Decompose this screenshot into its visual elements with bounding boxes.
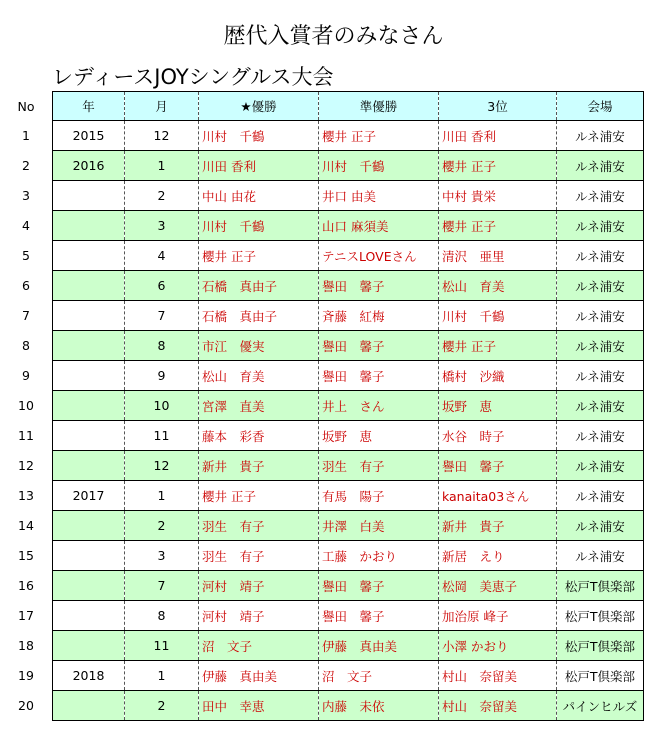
row-month: 2 (125, 691, 199, 721)
row-venue: ルネ浦安 (557, 511, 644, 541)
row-number: 6 (22, 278, 30, 293)
row-venue: 松戸T倶楽部 (557, 571, 644, 601)
row-winner: 石橋 真由子 (199, 301, 319, 331)
row-runner-up: 羽生 有子 (319, 451, 439, 481)
table-row (0, 691, 644, 721)
row-year (53, 241, 125, 271)
table-row (0, 271, 644, 301)
row-venue: ルネ浦安 (557, 331, 644, 361)
row-winner: 松山 育美 (199, 361, 319, 391)
row-year (53, 691, 125, 721)
row-runner-up: テニスLOVEさん (319, 241, 439, 271)
row-third: 坂野 恵 (439, 391, 557, 421)
row-winner: 河村 靖子 (199, 571, 319, 601)
row-year (53, 511, 125, 541)
row-month: 6 (125, 271, 199, 301)
row-number: 18 (18, 638, 34, 653)
row-winner: 羽生 有子 (199, 541, 319, 571)
row-third: 松山 育美 (439, 271, 557, 301)
row-year: 2016 (53, 151, 125, 181)
row-number: 9 (22, 368, 30, 383)
row-venue: ルネ浦安 (557, 541, 644, 571)
row-third: 新井 貴子 (439, 511, 557, 541)
row-number: 4 (22, 218, 30, 233)
row-year (53, 271, 125, 301)
table-row (0, 571, 644, 601)
table-row (0, 121, 644, 151)
row-number: 1 (22, 128, 30, 143)
table-row (0, 631, 644, 661)
row-runner-up: 内藤 未依 (319, 691, 439, 721)
row-winner: 川田 香利 (199, 151, 319, 181)
row-runner-up: 譽田 馨子 (319, 271, 439, 301)
row-third: 村山 奈留美 (439, 691, 557, 721)
row-winner: 羽生 有子 (199, 511, 319, 541)
row-winner: 田中 幸恵 (199, 691, 319, 721)
row-month: 9 (125, 361, 199, 391)
row-number: 10 (18, 398, 34, 413)
row-month: 7 (125, 301, 199, 331)
table-row (0, 541, 644, 571)
row-winner: 川村 千鶴 (199, 211, 319, 241)
header-no: No (0, 92, 53, 121)
row-third: 中村 貴栄 (439, 181, 557, 211)
table-row (0, 391, 644, 421)
row-winner: 中山 由花 (199, 181, 319, 211)
row-venue: パインヒルズ (557, 691, 644, 721)
row-runner-up: 井上 さん (319, 391, 439, 421)
winners-table (0, 91, 644, 721)
row-third: 櫻井 正子 (439, 331, 557, 361)
row-year (53, 301, 125, 331)
row-year (53, 331, 125, 361)
row-runner-up: 坂野 恵 (319, 421, 439, 451)
row-runner-up: 山口 麻須美 (319, 211, 439, 241)
row-month: 12 (125, 121, 199, 151)
row-winner: 市江 優実 (199, 331, 319, 361)
row-number: 8 (22, 338, 30, 353)
row-venue: ルネ浦安 (557, 181, 644, 211)
header-venue: 会場 (557, 92, 644, 121)
row-runner-up: 斉藤 紅梅 (319, 301, 439, 331)
row-month: 11 (125, 631, 199, 661)
row-year: 2018 (53, 661, 125, 691)
row-year (53, 391, 125, 421)
row-runner-up: 沼 文子 (319, 661, 439, 691)
row-number: 2 (22, 158, 30, 173)
table-body (0, 121, 644, 721)
row-runner-up: 井澤 白美 (319, 511, 439, 541)
row-venue: ルネ浦安 (557, 151, 644, 181)
header-third: 3位 (439, 92, 557, 121)
row-year (53, 421, 125, 451)
row-month: 10 (125, 391, 199, 421)
row-number: 11 (18, 428, 34, 443)
row-year (53, 451, 125, 481)
row-month: 2 (125, 511, 199, 541)
row-number: 12 (18, 458, 34, 473)
row-venue: ルネ浦安 (557, 481, 644, 511)
row-winner: 宮澤 直美 (199, 391, 319, 421)
row-winner: 石橋 真由子 (199, 271, 319, 301)
row-third: 櫻井 正子 (439, 151, 557, 181)
row-year: 2017 (53, 481, 125, 511)
row-third: 加治原 峰子 (439, 601, 557, 631)
row-year (53, 181, 125, 211)
table-row (0, 181, 644, 211)
row-year (53, 601, 125, 631)
row-third: 新居 えり (439, 541, 557, 571)
row-runner-up: 譽田 馨子 (319, 361, 439, 391)
row-third: 水谷 時子 (439, 421, 557, 451)
row-runner-up: 譽田 馨子 (319, 331, 439, 361)
row-number: 20 (18, 698, 34, 713)
row-number: 5 (22, 248, 30, 263)
row-third: 村山 奈留美 (439, 661, 557, 691)
row-runner-up: 工藤 かおり (319, 541, 439, 571)
row-winner: 新井 貴子 (199, 451, 319, 481)
row-month: 1 (125, 151, 199, 181)
row-venue: ルネ浦安 (557, 211, 644, 241)
row-year (53, 631, 125, 661)
row-month: 1 (125, 481, 199, 511)
row-third: 清沢 亜里 (439, 241, 557, 271)
table-row (0, 331, 644, 361)
row-month: 7 (125, 571, 199, 601)
table-row (0, 151, 644, 181)
header-winner: ★優勝 (199, 92, 319, 121)
row-year (53, 211, 125, 241)
row-venue: 松戸T倶楽部 (557, 601, 644, 631)
row-number: 19 (18, 668, 34, 683)
row-winner: 藤本 彩香 (199, 421, 319, 451)
tournament-name: レディースJOYシングルス大会 (52, 65, 334, 89)
row-month: 8 (125, 331, 199, 361)
row-venue: ルネ浦安 (557, 361, 644, 391)
row-third: 小澤 かおり (439, 631, 557, 661)
row-venue: 松戸T倶楽部 (557, 631, 644, 661)
header-runner-up: 準優勝 (319, 92, 439, 121)
row-winner: 川村 千鶴 (199, 121, 319, 151)
row-runner-up: 井口 由美 (319, 181, 439, 211)
row-winner: 伊藤 真由美 (199, 661, 319, 691)
row-runner-up: 櫻井 正子 (319, 121, 439, 151)
row-year: 2015 (53, 121, 125, 151)
row-month: 1 (125, 661, 199, 691)
row-third: kanaita03さん (439, 481, 557, 511)
row-number: 17 (18, 608, 34, 623)
row-year (53, 361, 125, 391)
row-month: 3 (125, 211, 199, 241)
row-number: 13 (18, 488, 34, 503)
row-venue: ルネ浦安 (557, 121, 644, 151)
row-venue: ルネ浦安 (557, 271, 644, 301)
header-year: 年 (53, 92, 125, 121)
row-third: 川村 千鶴 (439, 301, 557, 331)
row-month: 12 (125, 451, 199, 481)
row-number: 14 (18, 518, 34, 533)
row-year (53, 571, 125, 601)
row-venue: ルネ浦安 (557, 451, 644, 481)
table-row (0, 211, 644, 241)
table-row (0, 451, 644, 481)
row-runner-up: 川村 千鶴 (319, 151, 439, 181)
row-third: 譽田 馨子 (439, 451, 557, 481)
header-month: 月 (125, 92, 199, 121)
row-number: 3 (22, 188, 30, 203)
row-number: 7 (22, 308, 30, 323)
row-third: 松岡 美恵子 (439, 571, 557, 601)
table-row (0, 511, 644, 541)
row-winner: 櫻井 正子 (199, 481, 319, 511)
row-month: 8 (125, 601, 199, 631)
row-venue: ルネ浦安 (557, 301, 644, 331)
table-row (0, 661, 644, 691)
row-runner-up: 伊藤 真由美 (319, 631, 439, 661)
row-third: 櫻井 正子 (439, 211, 557, 241)
table-header-row (0, 92, 644, 121)
row-third: 川田 香利 (439, 121, 557, 151)
row-venue: 松戸T倶楽部 (557, 661, 644, 691)
table-row (0, 241, 644, 271)
row-year (53, 541, 125, 571)
row-venue: ルネ浦安 (557, 391, 644, 421)
page-title: 歴代入賞者のみなさん (223, 24, 444, 49)
row-winner: 沼 文子 (199, 631, 319, 661)
row-number: 16 (18, 578, 34, 593)
row-venue: ルネ浦安 (557, 241, 644, 271)
row-winner: 河村 靖子 (199, 601, 319, 631)
table-row (0, 301, 644, 331)
row-venue: ルネ浦安 (557, 421, 644, 451)
table-row (0, 361, 644, 391)
row-runner-up: 有馬 陽子 (319, 481, 439, 511)
row-month: 3 (125, 541, 199, 571)
row-month: 2 (125, 181, 199, 211)
row-winner: 櫻井 正子 (199, 241, 319, 271)
table-row (0, 481, 644, 511)
row-number: 15 (18, 548, 34, 563)
table-row (0, 601, 644, 631)
row-month: 11 (125, 421, 199, 451)
row-third: 橋村 沙織 (439, 361, 557, 391)
row-month: 4 (125, 241, 199, 271)
row-runner-up: 譽田 馨子 (319, 601, 439, 631)
table-row (0, 421, 644, 451)
row-runner-up: 譽田 馨子 (319, 571, 439, 601)
